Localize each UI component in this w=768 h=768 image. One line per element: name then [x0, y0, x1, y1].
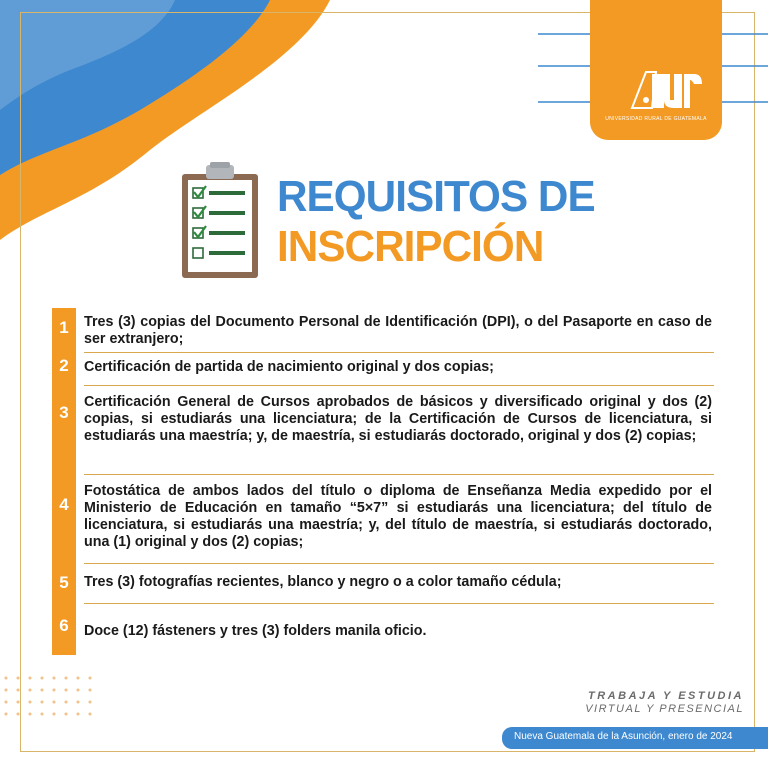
clipboard-checklist-icon: [180, 162, 260, 280]
requirement-text: Fotostática de ambos lados del título o diploma de Enseñanza Media expedido por el Ministerio de Educación en tamaño “5×7” si estudiarás una licenciatura; del título de licenciatura, si estudiarás una maestría; y, del título de maestría, si estudiarás doctorado, una (1) original y dos (2) copias;: [84, 483, 712, 550]
university-logo-icon: [590, 0, 722, 120]
separator-line: [84, 563, 714, 564]
slogan-line-2: VIRTUAL Y PRESENCIAL: [585, 703, 744, 715]
requirement-number: 2: [59, 356, 69, 375]
separator-line: [84, 385, 714, 386]
requirement-text: Tres (3) fotografías recientes, blanco y negro o a color tamaño cédula;: [84, 574, 562, 590]
separator-line: [84, 474, 714, 475]
requirement-text: Certificación de partida de nacimiento original y dos copias;: [84, 359, 494, 375]
dot-pattern: [0, 674, 100, 734]
requirement-number: 1: [59, 318, 69, 337]
footer-date: Nueva Guatemala de la Asunción, enero de 2024: [514, 731, 733, 742]
title-line-2: INSCRIPCIÓN: [277, 222, 544, 271]
separator-line: [84, 352, 714, 353]
logo-caption: UNIVERSIDAD RURAL DE GUATEMALA: [605, 116, 707, 122]
separator-line: [84, 603, 714, 604]
requirement-number: 3: [59, 403, 69, 422]
requirement-number: 4: [59, 495, 69, 514]
title-line-1: REQUISITOS DE: [277, 172, 595, 221]
requirement-number: 5: [59, 573, 69, 592]
requirement-number: 6: [59, 616, 69, 635]
requirement-text: Doce (12) fásteners y tres (3) folders manila oficio.: [84, 623, 427, 639]
requirement-text: Certificación General de Cursos aprobados de básicos y diversificado original y dos (2) copias, si estudiarás una licenciatura; de la Certificación de Cursos de licenciatura, si estudiarás una maestría; y, de maestría, si estudiarás doctorado, original y dos (2) copias;: [84, 394, 712, 444]
slogan-line-1: TRABAJA Y ESTUDIA: [588, 690, 744, 702]
university-logo: [590, 0, 722, 140]
requirement-text: Tres (3) copias del Documento Personal de Identificación (DPI), o del Pasaporte en caso de ser extranjero;: [84, 314, 712, 347]
